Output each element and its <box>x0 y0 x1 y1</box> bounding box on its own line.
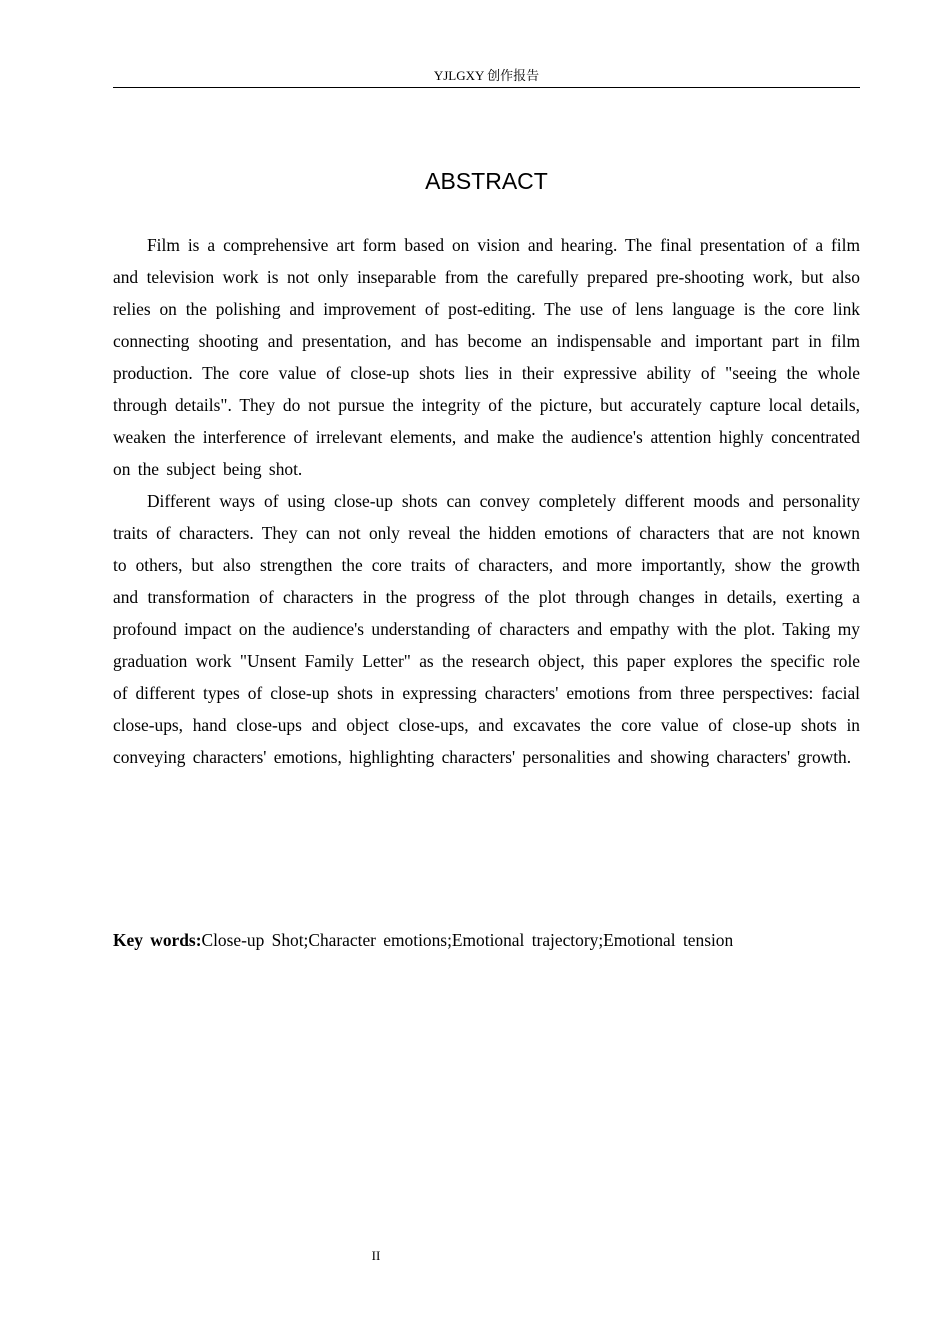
abstract-paragraph-1: Film is a comprehensive art form based on vision and hearing. The final presentation of a film and television work is not only inseparable from the carefully prepared pre-shooting work, but also relies on the polishing and improvement of post-editing. The use of lens language is the core link connecting shooting and presentation, and has become an indispensable and important part in film production. The core value of close-up shots lies in their expressive ability of "seeing the whole through details". They do not pursue the integrity of the picture, but accurately capture local details, weaken the interference of irrelevant elements, and make the audience's attention highly concentrated on the subject being shot. <box>113 235 860 479</box>
page-header: YJLGXY 创作报告 <box>113 66 860 88</box>
keywords-label: Key words: <box>113 930 202 950</box>
keywords-line <box>113 924 860 956</box>
keywords-text: Close-up Shot;Character emotions;Emotional trajectory;Emotional tension <box>201 930 734 950</box>
page-number: II <box>371 1248 381 1263</box>
abstract-body <box>113 229 860 773</box>
abstract-paragraph-2: Different ways of using close-up shots can convey completely different moods and personality traits of characters. They can not only reveal the hidden emotions of characters that are not known to others, but also strengthen the core traits of characters, and more importantly, show the growth and transformation of characters in the progress of the plot through changes in details, exerting a profound impact on the audience's understanding of characters and empathy with the plot. Taking my graduation work "Unsent Family Letter" as the research object, this paper explores the specific role of different types of close-up shots in expressing characters' emotions from three perspectives: facial close-ups, hand close-ups and object close-ups, and excavates the core value of close-up shots in conveying characters' emotions, highlighting characters' personalities and showing characters' growth. <box>113 491 860 767</box>
abstract-title: ABSTRACT <box>425 168 548 194</box>
